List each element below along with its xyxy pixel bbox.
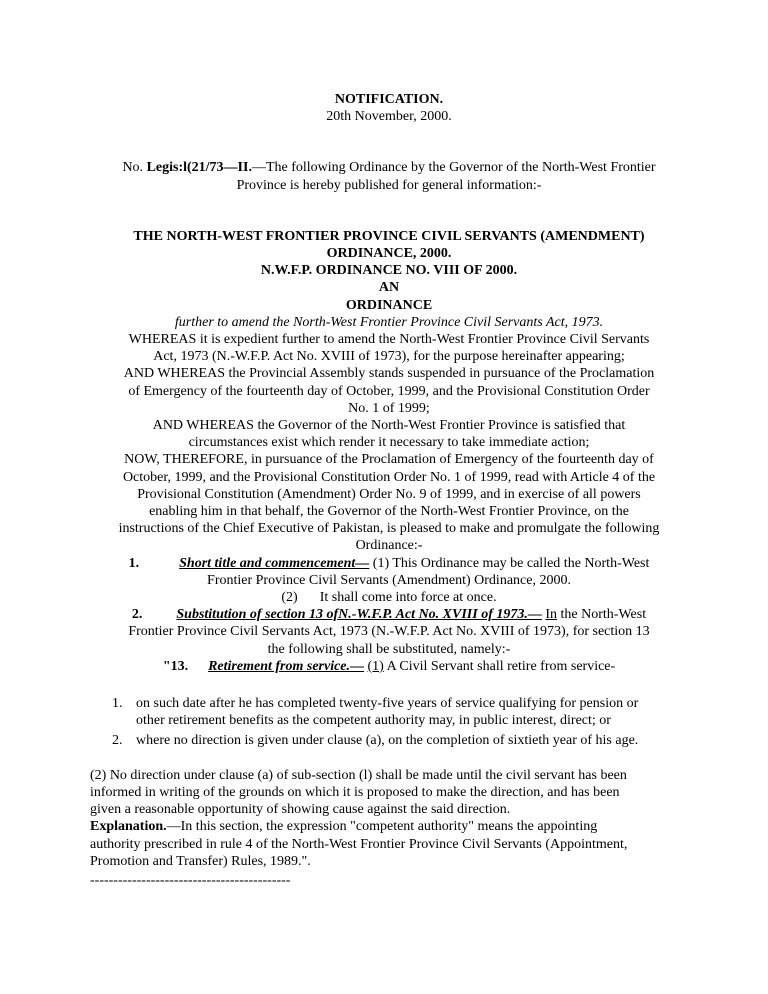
section2-text-line2: Frontier Province Civil Servants Act, 1973 (N.-W.F.P. Act No. XVIII of 1973), for section 13 [128,624,650,640]
clause-item [90,732,688,749]
section1-text-line2: Frontier Province Civil Servants (Amendment) Ordinance, 2000. [207,572,571,588]
whereas1-line1: WHEREAS it is expedient further to amend the North-West Frontier Province Civil Servants [128,332,650,348]
retirement-clauses [90,695,688,749]
whereas3-line2: circumstances exist which render it necessary to take immediate action; [188,435,590,451]
clause-number: 1. [112,696,123,712]
notice-text-line2: Province is hereby published for general information:- [236,177,542,193]
ordinance-title-line1: THE NORTH-WEST FRONTIER PROVINCE CIVIL SERVANTS (AMENDMENT) [133,228,645,244]
whereas3-line1: AND WHEREAS the Governor of the North-West Frontier Province is satisfied that [152,418,626,434]
now-therefore-line4: enabling him in that behalf, the Governor of the North-West Frontier Province, on the [149,504,629,520]
clause-line2: other retirement benefits as the competent authority may, in public interest, direct; or [136,713,611,729]
subsection-2 [90,767,688,819]
footer-rule: ------------------------------------------- [90,872,291,888]
whereas2-line3: No. 1 of 1999; [348,400,430,416]
notice-paragraph [90,159,688,193]
explanation [90,818,688,870]
subsection2-line2: informed in writing of the grounds on which it is proposed to make the direction, and has been [90,784,620,800]
subsection2-line3: given a reasonable opportunity of showing cause against the said direction. [90,802,511,818]
notice-prefix: No. [122,160,144,176]
section2-number: 2. [131,607,143,623]
section2-heading: Substitution of section 13 ofN.-W.F.P. Act No. XVIII of 1973.— [176,607,542,623]
notification-date: 20th November, 2000. [326,109,452,125]
explanation-line1: —In this section, the expression "competent authority" means the appointing [166,819,598,835]
ordinance-purpose: further to amend the North-West Frontier Province Civil Servants Act, 1973. [174,314,604,330]
clause-line1: where no direction is given under clause (a), on the completion of sixtieth year of his age. [136,732,639,748]
explanation-label: Explanation. [90,819,167,835]
notification-header [90,91,688,125]
section2-in-word: In [545,607,558,623]
notification-title: NOTIFICATION. [334,92,444,107]
ordinance-heading [90,228,688,331]
section13-number: "13. [162,658,189,674]
ordinance-title-line2: ORDINANCE, 2000. [326,246,452,262]
whereas2-line1: AND WHEREAS the Provincial Assembly stands suspended in pursuance of the Proclamation [123,366,655,382]
now-therefore-line5: instructions of the Chief Executive of Pakistan, is pleased to make and promulgate the following [118,521,660,537]
subsection2-line1: (2) No direction under clause (a) of sub-section (l) shall be made until the civil servant has been [90,767,627,783]
explanation-line3: Promotion and Transfer) Rules, 1989.". [90,853,311,869]
section1-number: 1. [128,555,140,571]
section13-heading: Retirement from service.— [208,658,365,674]
now-therefore-line2: October, 1999, and the Provisional Constitution Order No. 1 of 1999, read with Article 4 of the [122,469,656,485]
whereas1-line2: Act, 1973 (N.-W.F.P. Act No. XVIII of 1973), for the purpose hereinafter appearing; [153,349,625,365]
preamble [90,331,688,555]
explanation-line2: authority prescribed in rule 4 of the North-West Frontier Province Civil Servants (Appointment, [90,836,628,852]
section1-text-line1: (1) This Ordinance may be called the North-West [369,555,650,571]
clause-item [90,695,688,729]
section1-heading: Short title and commencement— [179,555,370,571]
ordinance-an: AN [378,280,400,296]
section-2 [90,606,688,675]
section13-text: A Civil Servant shall retire from service- [383,658,616,674]
section2-text-line1: the North-West [557,607,647,623]
section1-sub2-text: It shall come into force at once. [319,590,497,606]
notice-reference: Legis:l(21/73—II. [146,160,252,176]
ordinance-word: ORDINANCE [345,297,433,313]
clause-number: 2. [112,732,123,748]
ordinance-number: N.W.F.P. ORDINANCE NO. VIII OF 2000. [260,263,518,279]
clause-line1: on such date after he has completed twenty-five years of service qualifying for pension or [136,696,639,712]
now-therefore-line6: Ordinance:- [355,538,423,554]
notice-text-line1: —The following Ordinance by the Governor of the North-West Frontier [251,160,656,176]
section1-sub2-number: (2) [281,590,298,606]
section2-text-line3: the following shall be substituted, namely:- [267,641,511,657]
now-therefore-line3: Provisional Constitution (Amendment) Order No. 9 of 1999, and in exercise of all powers [137,486,641,502]
section-1 [90,555,688,607]
now-therefore-line1: NOW, THEREFORE, in pursuance of the Proclamation of Emergency of the fourteenth day of [124,452,654,468]
whereas2-line2: of Emergency of the fourteenth day of October, 1999, and the Provisional Constitution Order [128,383,650,399]
section13-sub1: (1) [367,658,384,674]
